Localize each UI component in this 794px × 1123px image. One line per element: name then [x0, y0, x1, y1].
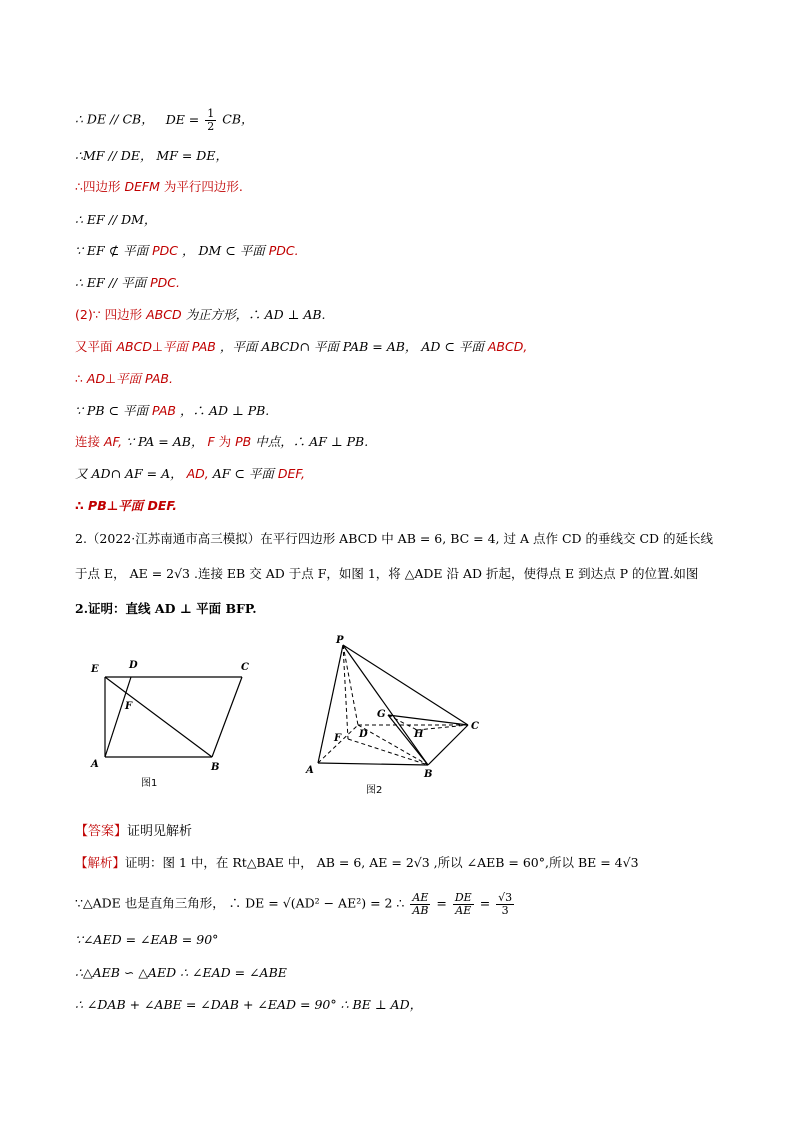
text: ∵ PA = AB，	[126, 434, 204, 449]
proof-line-9	[75, 371, 173, 386]
text: ∵ PB ⊂ 平面	[75, 403, 148, 418]
fraction-sqrt3-3: $\frac{√3}{3}$	[498, 891, 513, 917]
edge-pd	[343, 645, 358, 725]
analysis-line-4	[75, 965, 287, 980]
label-e: E	[91, 664, 99, 675]
label-c: C	[241, 662, 249, 673]
text: 2.证明：直线 AD ⊥ 平面 BFP.	[75, 601, 257, 616]
text: 连接	[75, 434, 101, 449]
text: =	[436, 895, 447, 911]
text: ∴ DE // CB，	[75, 111, 154, 127]
problem-line-2	[75, 566, 698, 581]
text: 2.（2022·江苏南通市高三模拟）在平行四边形 ABCD 中 AB = 6, BC = 4, 过 A 点作 CD 的垂线交 CD 的延长线	[75, 531, 714, 546]
text: ABCD⊥平面 PAB	[116, 339, 216, 354]
proof-line-2	[75, 148, 228, 163]
proof-line-1	[75, 108, 254, 132]
text: ，∴ AD ⊥ PB.	[179, 403, 270, 418]
problem-line-1	[75, 531, 713, 546]
label-b: B	[424, 769, 433, 780]
text: ，平面 ABCD∩ 平面 PAB = AB， AD ⊂ 平面	[219, 339, 484, 354]
text: AF ⊂ 平面	[212, 466, 274, 481]
text: AF,	[104, 434, 123, 449]
label-d: D	[359, 729, 368, 740]
proof-line-5	[75, 243, 299, 258]
analysis-line-5	[75, 997, 422, 1012]
text: DE =	[165, 111, 200, 127]
edge-gb	[388, 715, 428, 765]
proof-line-4	[75, 212, 156, 227]
text: 又 AD∩ AF = A，	[75, 466, 183, 481]
proof-line-6	[75, 275, 180, 290]
text: 为正方形，∴ AD ⊥ AB.	[185, 307, 326, 322]
text: ∴四边形	[75, 179, 121, 194]
text: (2)∵ 四边形	[75, 307, 143, 322]
text: ABCD	[146, 307, 182, 322]
text: DEFM	[124, 179, 160, 194]
proof-line-11	[75, 434, 368, 449]
text: ∴MF // DE， MF = DE，	[75, 148, 228, 163]
text: 为	[218, 434, 232, 449]
text: ∴△AEB ∽ △AED ∴ ∠EAD = ∠ABE	[75, 965, 287, 980]
label-b: B	[211, 762, 220, 773]
text: 又平面	[75, 339, 113, 354]
label-c: C	[471, 721, 479, 732]
text: PDC	[152, 243, 179, 258]
answer-tag: 【答案】	[75, 824, 128, 839]
edge-ad	[105, 677, 131, 757]
text: PB	[235, 434, 252, 449]
label-p: P	[336, 635, 344, 646]
text: CB，	[222, 111, 254, 127]
proof-line-8	[75, 339, 527, 354]
analysis-line-1	[75, 855, 639, 870]
edge-pb	[343, 645, 428, 765]
analysis-tag: 【解析】	[75, 855, 126, 870]
text: =	[479, 895, 491, 911]
fraction-de-ae: $\frac{DE}{AE}$	[454, 891, 472, 917]
text: PDC.	[268, 243, 299, 258]
figure-2-caption: 图2	[366, 785, 383, 796]
text: ABCD,	[487, 339, 528, 354]
label-a: A	[91, 759, 99, 770]
text: AD,	[186, 466, 209, 481]
edge-pa	[318, 645, 343, 763]
fraction: $\frac{1}{2}$	[207, 107, 215, 133]
proof-line-13	[75, 498, 177, 513]
text: 于点 E， AE = 2√3 .连接 EB 交 AD 于点 F，如图 1，将 △ADE 沿 AD 折起，使得点 E 到达点 P 的位置.如图	[75, 566, 699, 581]
text: ∵△ADE 也是直角三角形， ∴ DE = √(AD² − AE²) = 2 ∴	[75, 895, 405, 911]
edge-pc	[343, 645, 468, 725]
edge-bc	[428, 725, 468, 765]
proof-line-3	[75, 179, 243, 194]
figure-2-tetrahedron	[300, 635, 490, 800]
answer-line	[75, 824, 192, 840]
edge-bc	[212, 677, 242, 757]
label-g: G	[377, 709, 386, 720]
text: 中点，∴ AF ⊥ PB.	[255, 434, 369, 449]
problem-line-3	[75, 601, 257, 616]
text: ∴ AD⊥平面 PAB.	[75, 371, 173, 386]
fraction-ae-ab: $\frac{AE}{AB}$	[412, 891, 429, 917]
text: ∵∠AED = ∠EAB = 90°	[75, 932, 219, 947]
edge-hc	[417, 725, 468, 730]
figure-1-parallelogram	[85, 650, 265, 795]
text: PDC.	[150, 275, 180, 290]
text: ∵ EF ⊄ 平面	[75, 243, 149, 258]
edge-eb	[105, 677, 212, 757]
analysis-line-2	[75, 892, 516, 916]
text: DEF,	[277, 466, 305, 481]
text: ∴ EF // 平面	[75, 275, 147, 290]
label-d: D	[129, 660, 138, 671]
label-f: F	[125, 701, 133, 712]
edge-fb	[348, 739, 428, 765]
edge-ad	[318, 725, 358, 763]
figure-1-caption: 图1	[141, 778, 158, 789]
label-a: A	[306, 765, 314, 776]
proof-line-10	[75, 403, 269, 418]
text: ∴ ∠DAB + ∠ABE = ∠DAB + ∠EAD = 90° ∴ BE ⊥ AD，	[75, 997, 423, 1012]
text: ∴ EF // DM，	[75, 212, 157, 227]
text: 证明：图 1 中，在 Rt△BAE 中， AB = 6, AE = 2√3 ,所以 ∠AEB = 60°,所以 BE = 4√3	[125, 855, 639, 870]
text: ， DM ⊂ 平面	[182, 243, 265, 258]
edge-ab	[318, 763, 428, 765]
edge-gc	[388, 715, 468, 725]
proof-line-12	[75, 466, 305, 481]
analysis-line-3	[75, 932, 218, 947]
text: PAB	[151, 403, 176, 418]
text: ∴ PB⊥平面 DEF.	[75, 498, 177, 513]
label-h: H	[414, 729, 424, 740]
label-f: F	[334, 733, 342, 744]
text: 为平行四边形.	[163, 179, 243, 194]
text: F	[207, 434, 215, 449]
answer-text: 证明见解析	[127, 824, 193, 839]
proof-line-7	[75, 307, 326, 322]
